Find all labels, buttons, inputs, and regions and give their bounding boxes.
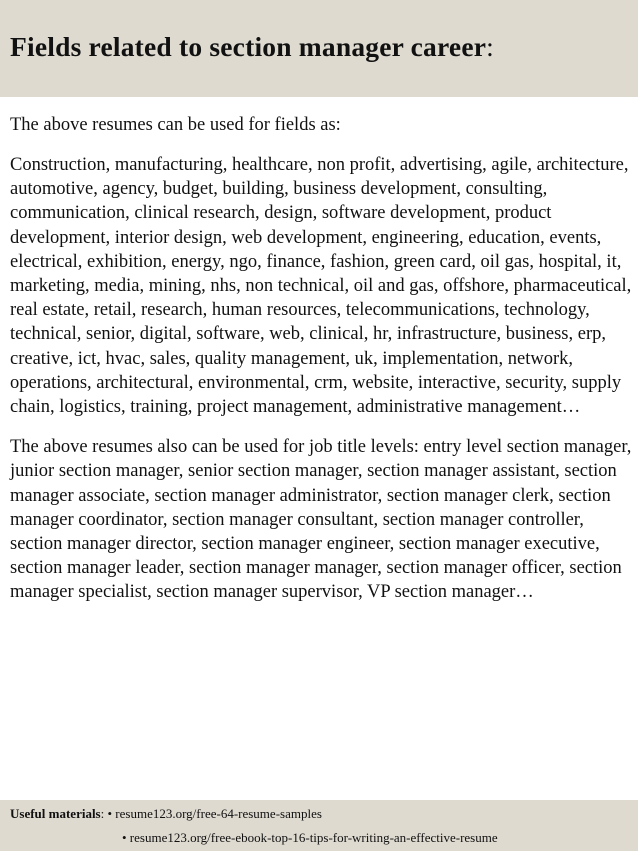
resource-link-samples[interactable]: • resume123.org/free-64-resume-samples: [107, 806, 322, 821]
resource-link-ebook[interactable]: • resume123.org/free-ebook-top-16-tips-for-writing-an-effective-resume: [122, 830, 498, 845]
page-title-text: Fields related to section manager career: [10, 31, 487, 62]
main-content: [10, 113, 632, 621]
page-title-colon: :: [486, 31, 494, 62]
page-title: [10, 31, 638, 63]
intro-text: The above resumes can be used for fields as:: [10, 115, 341, 135]
footer-bar: [0, 800, 638, 851]
job-levels-paragraph: The above resumes also can be used for job title levels: entry level section manager, junior section manager, senior section manager, section manager assistant, section manager associate, section manager administrator, section manager clerk, section manager coordinator, section manager consultant, section manager controller, section manager director, section manager engineer, section manager executive, section manager leader, section manager manager, section manager officer, section manager specialist, section manager supervisor, VP section manager…: [10, 437, 632, 603]
footer-row: [10, 806, 322, 822]
header-bar: [0, 0, 638, 97]
useful-materials-label-suffix: :: [100, 806, 108, 821]
useful-materials-label: Useful materials: [10, 806, 101, 821]
fields-paragraph: Construction, manufacturing, healthcare, non profit, advertising, agile, architecture, automotive, agency, budget, building, business development, consulting, communication, clinical research, design, software development, product development, interior design, web development, engineering, education, events, electrical, exhibition, energy, ngo, finance, fashion, green card, oil gas, hospital, it, marketing, media, mining, nhs, non technical, oil and gas, offshore, pharmaceutical, real estate, retail, research, human resources, telecommunications, technology, technical, senior, digital, software, web, clinical, hr, infrastructure, business, erp, creative, ict, hvac, sales, quality management, uk, implementation, network, operations, architectural, environmental, crm, website, interactive, security, supply chain, logistics, training, project management, administrative management…: [10, 155, 632, 418]
